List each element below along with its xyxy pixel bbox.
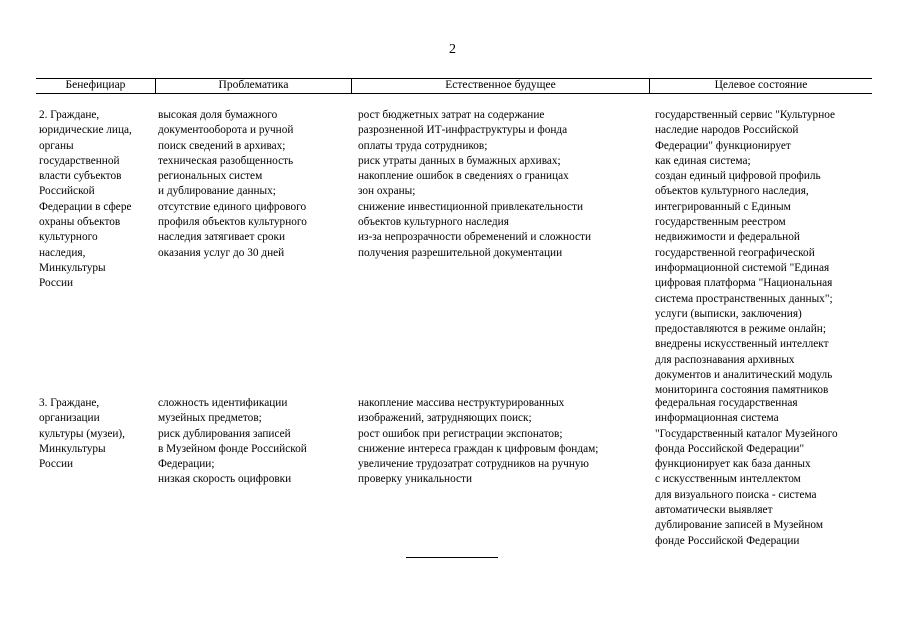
header-beneficiary: Бенефициар xyxy=(36,79,156,93)
page-number: 2 xyxy=(449,42,456,57)
row-natural-future: рост бюджетных затрат на содержание разрозненной ИТ-инфраструктуры и фонда оплаты труда сотрудников; риск утраты данных в бумажных архивах; накопление ошибок в сведениях о границах зон охраны; снижение инвестиционной привлекательности объектов культурного наследия из-за непрозрачности обременений и сложности получения разрешительной документации xyxy=(358,109,592,259)
header-target-state: Целевое состояние xyxy=(714,79,808,91)
row-problems: сложность идентификации музейных предметов; риск дублирования записей в Музейном фонде Российской Федерации; низкая скорость оцифровки xyxy=(158,397,307,486)
row-target-state: федеральная государственная информационная система "Государственный каталог Музейного фонда Российской Федерации" функционирует как база данных с искусственным интеллектом для визуального поиска - система автоматически выявляет дублирование записей в Музейном фонде Российской Федерации xyxy=(655,397,838,547)
table-header xyxy=(36,78,872,94)
row-natural-future: накопление массива неструктурированных изображений, затрудняющих поиск; рост ошибок при регистрации экспонатов; снижение интереса граждан к цифровым фондам; увеличение трудозатрат сотрудников на ручную проверку уникальности xyxy=(358,397,599,486)
row-beneficiary: 3. Граждане, организации культуры (музеи), Минкультуры России xyxy=(39,397,126,471)
row-beneficiary: 2. Граждане, юридические лица, органы государственной власти субъектов Российской Федерации в сфере охраны объектов культурного наследия, Минкультуры России xyxy=(39,109,132,290)
row-target-state: государственный сервис "Культурное наследие народов Российской Федерации" функционирует как единая система; создан единый цифровой профиль объектов культурного наследия, интегрированный с Единым государственным реестром недвижимости и федеральной государственной географической информационной системой "Единая цифровая платформа "Национальная система пространственных данных"; услуги (выписки, заключения) предоставляются в режиме онлайн; внедрены искусственный интеллект для распознавания архивных документов и аналитический модуль мониторинга состояния памятников xyxy=(655,109,836,397)
header-natural-future: Естественное будущее xyxy=(352,79,650,93)
row-problems: высокая доля бумажного документооборота и ручной поиск сведений в архивах; техническая разобщенность региональных систем и дублирование данных; отсутствие единого цифрового профиля объектов культурного наследия затягивает сроки оказания услуг до 30 дней xyxy=(158,109,307,259)
bottom-separator-line xyxy=(406,557,498,558)
header-problems: Проблематика xyxy=(156,79,352,93)
